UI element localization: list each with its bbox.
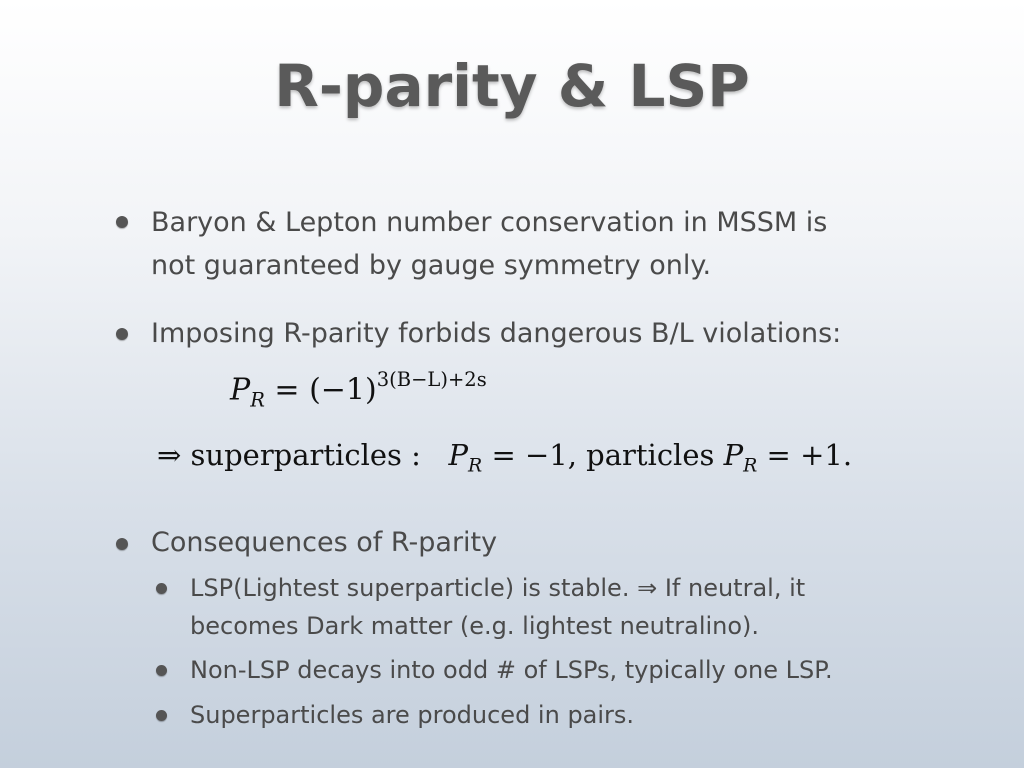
r-parity-equation bbox=[230, 368, 487, 411]
subbullet-dot bbox=[156, 665, 167, 676]
particles-value: = +1. bbox=[757, 438, 853, 472]
subbullet-dot bbox=[156, 710, 167, 721]
symbol-p: P bbox=[230, 372, 251, 408]
equals-minus-one: = (−1) bbox=[264, 372, 377, 408]
bullet-1-line-2: not guaranteed by gauge symmetry only. bbox=[151, 250, 712, 281]
bullet-2-line-1: Imposing R-parity forbids dangerous B/L violations: bbox=[151, 318, 842, 349]
superparticle-equation bbox=[157, 438, 852, 477]
bullet-dot bbox=[116, 328, 128, 340]
particles-label: particles bbox=[586, 438, 715, 472]
symbol-r: R bbox=[468, 455, 483, 477]
subbullet-2-line-1: Non-LSP decays into odd # of LSPs, typically one LSP. bbox=[190, 656, 833, 684]
symbol-p: P bbox=[723, 438, 744, 472]
symbol-r: R bbox=[250, 388, 265, 412]
subbullet-1-line-1: LSP(Lightest superparticle) is stable. ⇒ If neutral, it bbox=[190, 574, 806, 602]
bullet-dot bbox=[116, 538, 128, 550]
exponent: 3(B−L)+2s bbox=[376, 368, 487, 391]
bullet-1-line-1: Baryon & Lepton number conservation in MSSM is bbox=[151, 207, 828, 238]
slide-title: R-parity & LSP bbox=[274, 52, 750, 120]
bullet-3-line-1: Consequences of R-parity bbox=[151, 527, 498, 558]
superparticles-label: superparticles : bbox=[190, 438, 421, 472]
bullet-dot bbox=[116, 216, 128, 228]
symbol-r: R bbox=[743, 455, 758, 477]
subbullet-dot bbox=[156, 583, 167, 594]
super-value: = −1, bbox=[482, 438, 577, 472]
subbullet-3-line-1: Superparticles are produced in pairs. bbox=[190, 701, 635, 729]
symbol-p: P bbox=[448, 438, 469, 472]
implies-arrow: ⇒ bbox=[157, 438, 182, 472]
subbullet-1-line-2: becomes Dark matter (e.g. lightest neutralino). bbox=[190, 612, 760, 640]
